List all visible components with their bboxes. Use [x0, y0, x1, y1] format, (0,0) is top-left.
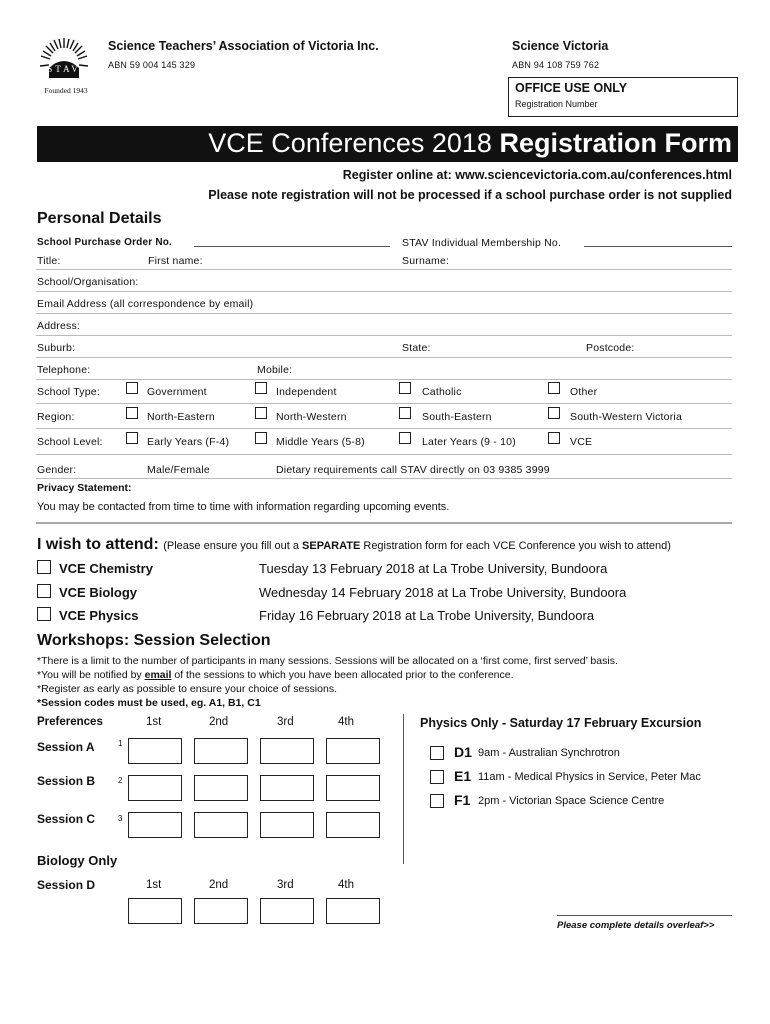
region-north-eastern: North-Eastern [147, 411, 215, 423]
level-vce-checkbox[interactable] [548, 432, 560, 444]
region-north-western: North-Western [276, 411, 347, 423]
address-label: Address: [37, 320, 81, 332]
attend-heading-row [37, 536, 671, 554]
session-c-pref-2[interactable] [194, 812, 248, 838]
stav-logo [34, 34, 94, 94]
dietary-note: Dietary requirements call STAV directly on 03 9385 3999 [276, 464, 550, 476]
session-a-pref-2[interactable] [194, 738, 248, 764]
overleaf-note: Please complete details overleaf>> [557, 920, 715, 931]
region-label: Region: [37, 411, 75, 423]
workshops-note-1: *There is a limit to the number of participants in many sessions. Sessions will be allocated on a ‘first come, first served’ basis. [37, 655, 618, 667]
sv-abn: ABN 94 108 759 762 [512, 60, 600, 70]
session-d-col-2: 2nd [209, 879, 229, 891]
session-d-col-1: 1st [146, 879, 162, 891]
page-title [208, 128, 732, 159]
excursion-d1-code: D1 [454, 744, 472, 760]
session-c-num: 3 [118, 814, 123, 823]
school-type-line [36, 403, 732, 404]
session-d-label: Session D [37, 878, 96, 892]
session-a-num: 1 [118, 739, 123, 748]
attend-chemistry-details: Tuesday 13 February 2018 at La Trobe University, Bundoora [259, 561, 608, 576]
workshops-note-2c: of the sessions to which you have been allocated prior to the conference. [171, 669, 514, 681]
register-online: Register online at: www.sciencevictoria.com.au/conferences.html [342, 168, 732, 182]
session-a-pref-3[interactable] [260, 738, 314, 764]
gender-value[interactable]: Male/Female [147, 464, 210, 476]
excursion-d1-checkbox[interactable] [430, 746, 444, 760]
stav-membership-input[interactable] [584, 246, 732, 247]
session-a-pref-4[interactable] [326, 738, 380, 764]
title-label: Title: [37, 255, 61, 267]
school-type-other-checkbox[interactable] [548, 382, 560, 394]
attend-note-a: (Please ensure you fill out a [163, 540, 303, 552]
registration-number-label: Registration Number [515, 99, 598, 109]
school-type-government-checkbox[interactable] [126, 382, 138, 394]
excursion-e1-code: E1 [454, 768, 472, 784]
attend-physics-name: VCE Physics [59, 608, 139, 623]
logo-founded: Founded 1943 [44, 86, 88, 95]
excursion-d1-text: 9am - Australian Synchrotron [478, 747, 620, 759]
session-c-pref-1[interactable] [128, 812, 182, 838]
session-b-pref-1[interactable] [128, 775, 182, 801]
pref-col-1: 1st [146, 716, 162, 728]
attend-physics-checkbox[interactable] [37, 607, 51, 621]
email-label: Email Address (all correspondence by email) [37, 298, 254, 310]
physics-only-heading: Physics Only - Saturday 17 February Excursion [420, 716, 702, 730]
biology-only-heading: Biology Only [37, 853, 118, 868]
pref-col-2: 2nd [209, 716, 229, 728]
level-middle-years-checkbox[interactable] [255, 432, 267, 444]
privacy-heading: Privacy Statement: [37, 482, 132, 494]
region-south-western-checkbox[interactable] [548, 407, 560, 419]
workshops-note-2 [37, 669, 514, 681]
title-bar [37, 126, 738, 162]
attend-note [163, 540, 671, 552]
pref-col-4: 4th [338, 716, 354, 728]
school-type-government: Government [147, 386, 207, 398]
session-d-col-4: 4th [338, 879, 354, 891]
session-b-label: Session B [37, 774, 96, 788]
level-middle-years: Middle Years (5-8) [276, 436, 365, 448]
page-title-light: VCE Conferences 2018 [208, 128, 492, 158]
address-field-line[interactable] [36, 335, 732, 336]
telephone-label: Telephone: [37, 364, 91, 376]
level-later-years: Later Years (9 - 10) [422, 436, 516, 448]
attend-chemistry-checkbox[interactable] [37, 560, 51, 574]
stav-membership-label: STAV Individual Membership No. [402, 237, 562, 249]
region-south-eastern: South-Eastern [422, 411, 492, 423]
school-type-catholic-checkbox[interactable] [399, 382, 411, 394]
level-early-years: Early Years (F-4) [147, 436, 230, 448]
workshops-note-3: *Register as early as possible to ensure your choice of sessions. [37, 683, 337, 695]
po-input[interactable] [194, 246, 390, 247]
first-name-label: First name: [148, 255, 203, 267]
gender-line [36, 478, 732, 479]
session-c-pref-4[interactable] [326, 812, 380, 838]
session-a-pref-1[interactable] [128, 738, 182, 764]
personal-details-heading: Personal Details [37, 210, 162, 227]
session-a-label: Session A [37, 740, 95, 754]
workshops-note-2a: *You will be notified by [37, 669, 145, 681]
office-use-box [508, 77, 738, 117]
school-type-other: Other [570, 386, 598, 398]
name-field-line[interactable] [36, 269, 732, 270]
session-d-col-3: 3rd [277, 879, 294, 891]
region-north-eastern-checkbox[interactable] [126, 407, 138, 419]
school-type-independent-checkbox[interactable] [255, 382, 267, 394]
postcode-label: Postcode: [586, 342, 635, 354]
suburb-field-line[interactable] [36, 357, 732, 358]
excursion-f1-code: F1 [454, 792, 471, 808]
school-org-field-line[interactable] [36, 291, 732, 292]
region-line [36, 428, 732, 429]
attend-biology-details: Wednesday 14 February 2018 at La Trobe University, Bundoora [259, 585, 627, 600]
surname-label: Surname: [402, 255, 450, 267]
school-type-catholic: Catholic [422, 386, 462, 398]
stav-abn: ABN 59 004 145 329 [108, 60, 196, 70]
preferences-label: Preferences [37, 716, 103, 728]
workshop-column-divider [403, 714, 404, 864]
email-field-line[interactable] [36, 313, 732, 314]
phone-field-line[interactable] [36, 379, 732, 380]
attend-chemistry-name: VCE Chemistry [59, 561, 153, 576]
region-north-western-checkbox[interactable] [255, 407, 267, 419]
school-type-independent: Independent [276, 386, 337, 398]
session-b-pref-2[interactable] [194, 775, 248, 801]
page-title-bold: Registration Form [499, 128, 732, 158]
attend-heading: I wish to attend: [37, 536, 159, 553]
school-level-label: School Level: [37, 436, 103, 448]
session-b-num: 2 [118, 776, 123, 785]
logo-letters: STAV [47, 64, 81, 74]
state-label: State: [402, 342, 431, 354]
level-early-years-checkbox[interactable] [126, 432, 138, 444]
mobile-label: Mobile: [257, 364, 293, 376]
school-level-line [36, 454, 732, 455]
session-b-pref-4[interactable] [326, 775, 380, 801]
region-south-eastern-checkbox[interactable] [399, 407, 411, 419]
session-d-pref-3[interactable] [260, 898, 314, 924]
workshops-note-4: *Session codes must be used, eg. A1, B1, C1 [37, 697, 261, 709]
session-d-pref-4[interactable] [326, 898, 380, 924]
session-c-pref-3[interactable] [260, 812, 314, 838]
privacy-divider [36, 522, 732, 524]
attend-biology-checkbox[interactable] [37, 584, 51, 598]
school-type-label: School Type: [37, 386, 100, 398]
excursion-e1-text: 11am - Medical Physics in Service, Peter Mac [478, 771, 701, 783]
pref-col-3: 3rd [277, 716, 294, 728]
po-label: School Purchase Order No. [37, 237, 173, 248]
workshops-note-2-email: email [144, 669, 172, 681]
attend-physics-details: Friday 16 February 2018 at La Trobe University, Bundoora [259, 608, 595, 623]
overleaf-rule [557, 915, 732, 916]
stav-org-name: Science Teachers’ Association of Victoria Inc. [108, 39, 379, 53]
excursion-f1-checkbox[interactable] [430, 794, 444, 808]
office-use-title: OFFICE USE ONLY [515, 81, 628, 95]
session-d-pref-1[interactable] [128, 898, 182, 924]
school-org-label: School/Organisation: [37, 276, 139, 288]
attend-note-separate: SEPARATE [302, 540, 361, 552]
suburb-label: Suburb: [37, 342, 76, 354]
excursion-f1-text: 2pm - Victorian Space Science Centre [478, 795, 665, 807]
purchase-order-note: Please note registration will not be processed if a school purchase order is not supplied [208, 188, 732, 202]
attend-biology-name: VCE Biology [59, 585, 138, 600]
level-vce: VCE [570, 436, 593, 448]
gender-label: Gender: [37, 464, 77, 476]
attend-note-c: Registration form for each VCE Conference you wish to attend) [360, 540, 671, 552]
workshops-heading: Workshops: Session Selection [37, 632, 271, 649]
session-c-label: Session C [37, 812, 96, 826]
excursion-e1-checkbox[interactable] [430, 770, 444, 784]
session-b-pref-3[interactable] [260, 775, 314, 801]
region-south-western: South-Western Victoria [570, 411, 682, 423]
level-later-years-checkbox[interactable] [399, 432, 411, 444]
privacy-text: You may be contacted from time to time with information regarding upcoming events. [37, 501, 450, 513]
session-d-pref-2[interactable] [194, 898, 248, 924]
sv-org-name: Science Victoria [512, 39, 609, 53]
